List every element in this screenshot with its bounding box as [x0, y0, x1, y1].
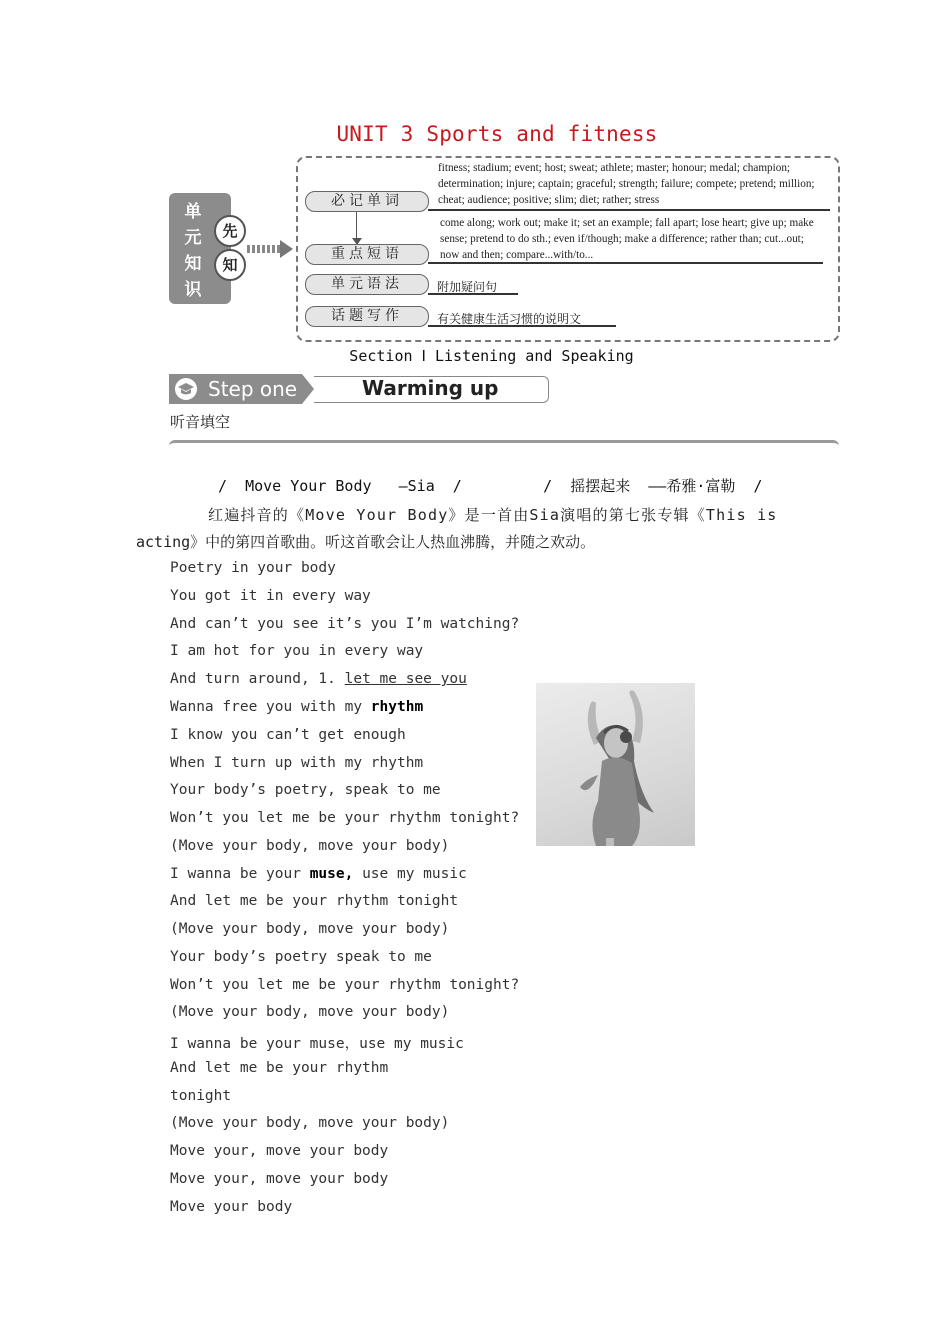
side-char: 知 — [184, 254, 202, 274]
lyric-line: And let me be your rhythm tonight — [170, 893, 459, 909]
lyric-line: Move your, move your body — [170, 1171, 389, 1187]
lyric-line: I wanna be your muse，use my music — [170, 1036, 464, 1052]
vocabulary-list: fitness; stadium; event; host; sweat; athlete; master; honour; medal; champion; determination; injure; captain; graceful; strength; failure; compete; pretend; million; cheat; audience; positive; slim; diet; rather; stress — [438, 162, 815, 206]
lyric-line: You got it in every way — [170, 588, 371, 604]
lyric-line: (Move your body, move your body) — [170, 1004, 450, 1020]
song-title-line: / Move Your Body —Sia / / 摇摆起来 ——希雅·富勒 / — [218, 477, 763, 495]
phrase-list: come along; work out; make it; set an example; fall apart; lose heart; give up; make sense; pretend to do sth.; even if/though; make a difference; rather than; cut...out; now and then; compare...with/to... — [440, 217, 814, 261]
dashed-arrow-icon — [247, 245, 281, 253]
dancing-woman-photo — [536, 683, 695, 846]
song-intro-cont: acting》中的第四首歌曲。听这首歌会让人热血沸腾，并随之欢动。 — [136, 533, 596, 551]
divider-line — [428, 209, 830, 211]
lyric-text: Wanna free you with my — [170, 699, 371, 715]
lyric-line: When I turn up with my rhythm — [170, 755, 424, 771]
lyric-text: And turn around, 1. — [170, 671, 345, 687]
lyric-line — [170, 671, 467, 687]
lyric-line — [170, 866, 467, 882]
graduation-cap-icon — [175, 378, 197, 400]
unit-knowledge-box — [169, 193, 238, 304]
lyric-line: (Move your body, move your body) — [170, 838, 450, 854]
circle-char: 知 — [214, 249, 246, 281]
key-word: muse, — [309, 866, 354, 882]
lyric-line: (Move your body, move your body) — [170, 921, 450, 937]
circle-char: 先 — [214, 215, 246, 247]
lyric-text: use my music — [353, 866, 467, 882]
category-phrases: 重点短语 — [305, 244, 429, 265]
category-writing: 话题写作 — [305, 306, 429, 327]
lyric-line: Your body’s poetry speak to me — [170, 949, 432, 965]
lyric-line: Move your, move your body — [170, 1143, 389, 1159]
divider — [169, 440, 839, 449]
category-vocabulary: 必记单词 — [305, 191, 429, 212]
category-grammar: 单元语法 — [305, 274, 429, 295]
lyric-line: I am hot for you in every way — [170, 643, 424, 659]
lyric-line: And let me be your rhythm — [170, 1060, 389, 1076]
song-intro: 红遍抖音的《Move Your Body》是一首由Sia演唱的第七张专辑《This is — [208, 506, 778, 524]
lyric-line: tonight — [170, 1088, 232, 1104]
lyric-line — [170, 699, 423, 715]
section-title: Section Ⅰ Listening and Speaking — [349, 347, 634, 365]
step-label: Step one — [208, 377, 298, 401]
lyric-line: Your body’s poetry, speak to me — [170, 782, 441, 798]
side-char: 元 — [184, 228, 202, 248]
lyric-line: Move your body — [170, 1199, 293, 1215]
writing-topic: 有关健康生活习惯的说明文 — [437, 312, 582, 326]
lyric-line: Won’t you let me be your rhythm tonight? — [170, 977, 520, 993]
blank-answer-1: let me see you — [344, 671, 467, 687]
lyric-text: I wanna be your — [170, 866, 310, 882]
lyric-line: (Move your body, move your body) — [170, 1115, 450, 1131]
lyric-line: Poetry in your body — [170, 560, 336, 576]
step-banner-arrow — [302, 374, 314, 404]
lyric-line: And can’t you see it’s you I’m watching? — [170, 616, 520, 632]
grammar-topic: 附加疑问句 — [437, 280, 498, 294]
lyric-line: I know you can’t get enough — [170, 727, 406, 743]
step-title: Warming up — [362, 376, 499, 400]
unit-title: UNIT 3 Sports and fitness — [336, 122, 658, 146]
exercise-label: 听音填空 — [170, 413, 231, 431]
side-char: 单 — [184, 202, 202, 222]
arrow-head-icon — [280, 240, 293, 258]
key-word: rhythm — [370, 699, 424, 715]
lyric-line: Won’t you let me be your rhythm tonight? — [170, 810, 520, 826]
side-char: 识 — [184, 280, 202, 300]
